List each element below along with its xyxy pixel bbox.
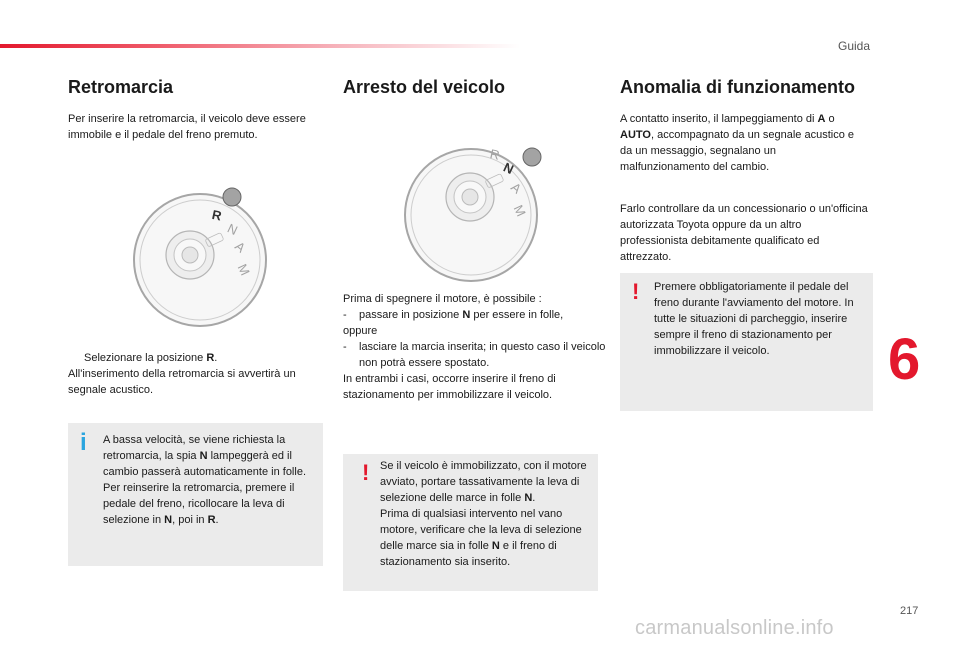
header-accent-bar <box>0 44 520 48</box>
info-icon: i <box>80 429 87 456</box>
dial-letter-r: R <box>488 146 501 163</box>
option-text: passare in posizione <box>359 309 463 321</box>
arresto-option-1 <box>343 307 614 323</box>
p1-bold-auto: AUTO <box>620 129 651 141</box>
note-part: A bassa velocità, se viene richiesta la retromarcia, la spia <box>103 434 286 462</box>
warning-text-anomalia: Premere obbligatoriamente il pedale del freno durante l'avviamento del motore. In tutte le situazioni di parcheggio, inserire sempre il freno di stazionamento per immobilizzare il veicolo. <box>654 281 854 357</box>
info-note-text <box>103 432 313 528</box>
anomalia-paragraph-1 <box>620 111 860 175</box>
gear-selector-dial-n-illustration <box>398 137 548 282</box>
page-number: 217 <box>900 605 919 617</box>
list-dash: - <box>343 341 347 353</box>
dial-letter-a: A <box>232 238 249 256</box>
option-text: lasciare la marcia inserita; in questo caso il veicolo non potrà essere spostato. <box>359 341 606 369</box>
dial-letter-a: A <box>508 179 525 197</box>
step-text: Selezionare la posizione <box>84 352 207 364</box>
warning-text-arresto <box>380 458 592 570</box>
arresto-oppure: oppure <box>343 325 378 337</box>
retromarcia-intro: Per inserire la retromarcia, il veicolo deve essere immobile e il pedale del freno premuto. <box>68 113 306 141</box>
warn-part: e il freno di stazionamento sia inserito. <box>380 540 557 568</box>
retromarcia-step-detail: All'inserimento della retromarcia si avvertirà un segnale acustico. <box>68 368 296 396</box>
warn-bold: N <box>491 540 500 552</box>
section-label: Guida <box>838 39 871 53</box>
heading-arresto: Arresto del veicolo <box>343 77 506 97</box>
option-suffix: per essere in folle, <box>470 309 564 321</box>
p1-part: , accompagnato da un segnale acustico e da un messaggio, segnalano un malfunzionamento del cambio. <box>620 129 854 173</box>
list-dash: - <box>343 309 347 321</box>
warn-part: . <box>532 492 536 504</box>
arresto-outro: In entrambi i casi, occorre inserire il freno di stazionamento per immobilizzare il veicolo. <box>343 373 556 401</box>
note-part: lampeggerà ed il cambio passerà automaticamente in folle. Per reinserire la retromarcia, premere il pedale del freno, ricollocare la leva di selezione in <box>103 450 306 526</box>
arresto-intro: Prima di spegnere il motore, è possibile : <box>343 293 542 305</box>
note-bold: N <box>199 450 208 462</box>
warning-box-anomalia <box>620 273 873 411</box>
note-part: . <box>215 514 219 526</box>
anomalia-paragraph-2: Farlo controllare da un concessionario o un'officina autorizzata Toyota oppure da un altro professionista debitamente qualificato ed attrezzato. <box>620 203 868 263</box>
option-bold-n: N <box>462 309 471 321</box>
watermark-text: carmanualsonline.info <box>635 617 834 639</box>
note-part: , poi in <box>172 514 208 526</box>
chapter-number: 6 <box>888 327 921 392</box>
warning-box-arresto <box>343 454 598 591</box>
heading-retromarcia: Retromarcia <box>68 77 174 97</box>
gear-selector-dial-r-illustration <box>132 178 272 330</box>
warn-part: Se il veicolo è immobilizzato, con il motore avviato, portare tassativamente la leva di selezione delle marce in folle <box>380 460 587 504</box>
retromarcia-step <box>68 350 339 366</box>
p1-part: A contatto inserito, il lampeggiamento di <box>620 113 818 125</box>
dial-letter-n: N <box>501 159 516 178</box>
p1-bold-a: A <box>817 113 826 125</box>
step-suffix: . <box>214 352 218 364</box>
info-note-box <box>68 423 323 566</box>
dial-letter-n: N <box>225 220 240 239</box>
warn-bold: N <box>524 492 533 504</box>
note-bold: R <box>207 514 216 526</box>
warning-icon: ! <box>632 279 640 304</box>
note-bold: N <box>164 514 173 526</box>
arresto-option-2 <box>343 339 614 371</box>
heading-anomalia: Anomalia di funzionamento <box>620 77 856 97</box>
p1-part: o <box>825 113 835 125</box>
warning-icon: ! <box>362 460 370 485</box>
dial-letter-m: M <box>510 202 529 219</box>
dial-letter-m: M <box>234 261 253 278</box>
dial-letter-r: R <box>210 206 223 224</box>
step-bold-r: R <box>206 352 215 364</box>
warn-part: Prima di qualsiasi intervento nel vano motore, verificare che la leva di selezione delle marce sia in folle <box>380 508 582 552</box>
